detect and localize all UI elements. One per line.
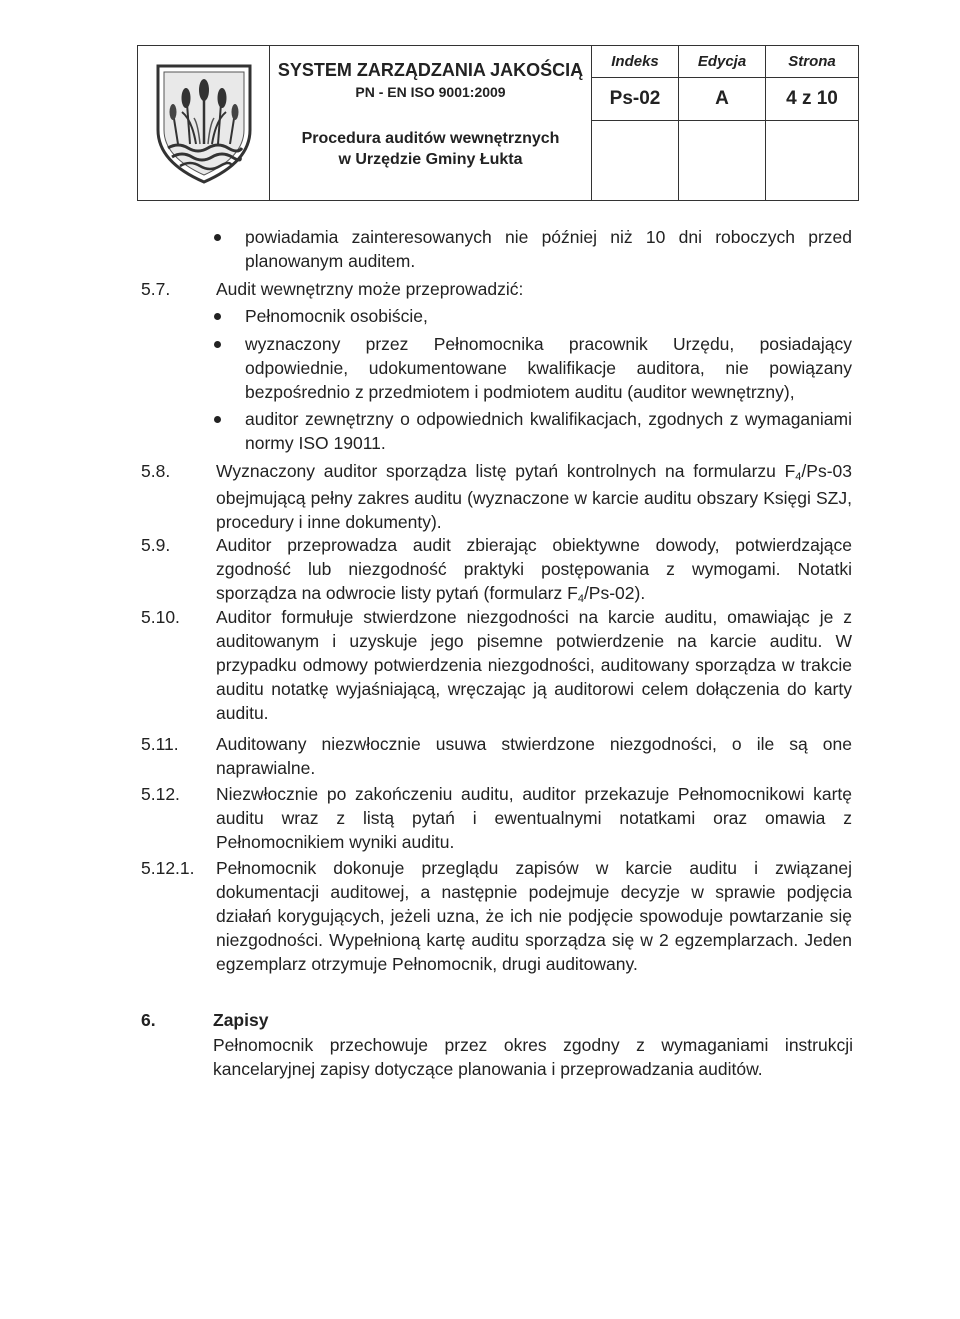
system-title: SYSTEM ZARZĄDZANIA JAKOŚCIĄ [277,60,584,80]
procedure-title-line2: w Urzędzie Gminy Łukta [338,151,523,168]
section-heading: Zapisy [213,1010,269,1030]
section-text: Wyznaczony auditor sporządza listę pytań kontrolnych na formularzu $F_4/Ps-03$ obejmującą pełny zakres auditu (wyznaczone w karcie auditu obszary Księgi SZJ, procedury i inne dokumenty). [216,461,852,532]
section-text: Pełnomocnik dokonuje przeglądu zapisów w karcie auditu i związanej dokumentacji auditowej, a następnie podejmuje decyzje w sprawie podjęcia działań korygujących, jeżeli uzna, że ich nie podjęcie spowoduje powtarzanie się niezgodności. Wypełnioną kartę auditu sporządza się w 2 egzemplarzach. Jeden egzemplarz otrzymuje Pełnomocnik, drugi auditowany. [216,858,852,974]
list-item: Pełnomocnik osobiście, [245,306,428,326]
document-header [137,45,859,201]
logo-cell [138,46,270,200]
section-number: 5.12.1. [141,858,195,878]
section-text: Niezwłocznie po zakończeniu auditu, auditor przekazuje Pełnomocnikowi kartę auditu wraz z listą pytań i ewentualnymi notatkami oraz omawia z Pełnomocnikiem wyniki auditu. [216,784,852,852]
bullet-icon [214,416,221,423]
standard-label: PN - EN ISO 9001:2009 [355,84,506,100]
edition-label: Edycja [679,46,765,78]
section-number: 6. [141,1010,156,1030]
section-text: Auditor przeprowadza audit zbierając obiektywne dowody, potwierdzające zgodność lub niezgodność praktyki postępowania z wymogami. Notatki sporządza na odwrocie listy pytań (formularz $F_4/Ps-02$). [216,535,852,605]
index-column [592,46,679,200]
index-value: Ps-02 [592,78,678,121]
page-value: 4 z 10 [766,78,858,121]
list-item: wyznaczony przez Pełnomocnika pracownik Urzędu, posiadający odpowiednie, udokumentowane kwalifikacje auditora, nie powiązany bezpośrednio z przedmiotem i podmiotem auditu (auditor wewnętrzny), [245,334,852,402]
section-text: Auditowany niezwłocznie usuwa stwierdzone niezgodności, o ile są one naprawialne. [216,734,852,778]
index-label: Indeks [592,46,678,78]
bullet-icon [214,313,221,320]
list-item: powiadamia zainteresowanych nie później niż 10 dni roboczych przed planowanym auditem. [245,227,852,271]
municipality-crest-logo [152,60,256,186]
page-column [766,46,858,200]
meta-cell [592,46,858,200]
section-number: 5.8. [141,461,171,481]
edition-column [679,46,766,200]
title-cell [270,46,592,200]
section-text: Audit wewnętrzny może przeprowadzić: [216,279,524,299]
section-text: Pełnomocnik przechowuje przez okres zgodny z wymaganiami instrukcji kancelaryjnej zapisy dotyczące planowania i przeprowadzania auditów. [213,1035,853,1079]
list-item: auditor zewnętrzny o odpowiednich kwalifikacjach, zgodnych z wymaganiami normy ISO 19011. [245,409,852,453]
section-number: 5.11. [141,734,179,754]
bullet-icon [214,341,221,348]
bullet-icon [214,234,221,241]
section-number: 5.7. [141,279,171,299]
section-number: 5.9. [141,535,171,555]
procedure-title-line1: Procedura auditów wewnętrznych [301,130,560,147]
section-number: 5.12. [141,784,180,804]
edition-value: A [679,78,765,121]
section-text: Auditor formułuje stwierdzone niezgodności na karcie auditu, omawiając je z auditowanym i uzyskuje jego pisemne potwierdzenie na karcie auditu. W przypadku odmowy potwierdzenia niezgodności, auditowany sporządza w trakcie auditu notatkę wyjaśniającą, wręczając ją auditorowi celem dołączenia do karty auditu. [216,607,852,723]
section-number: 5.10. [141,607,180,627]
page-label: Strona [766,46,858,78]
